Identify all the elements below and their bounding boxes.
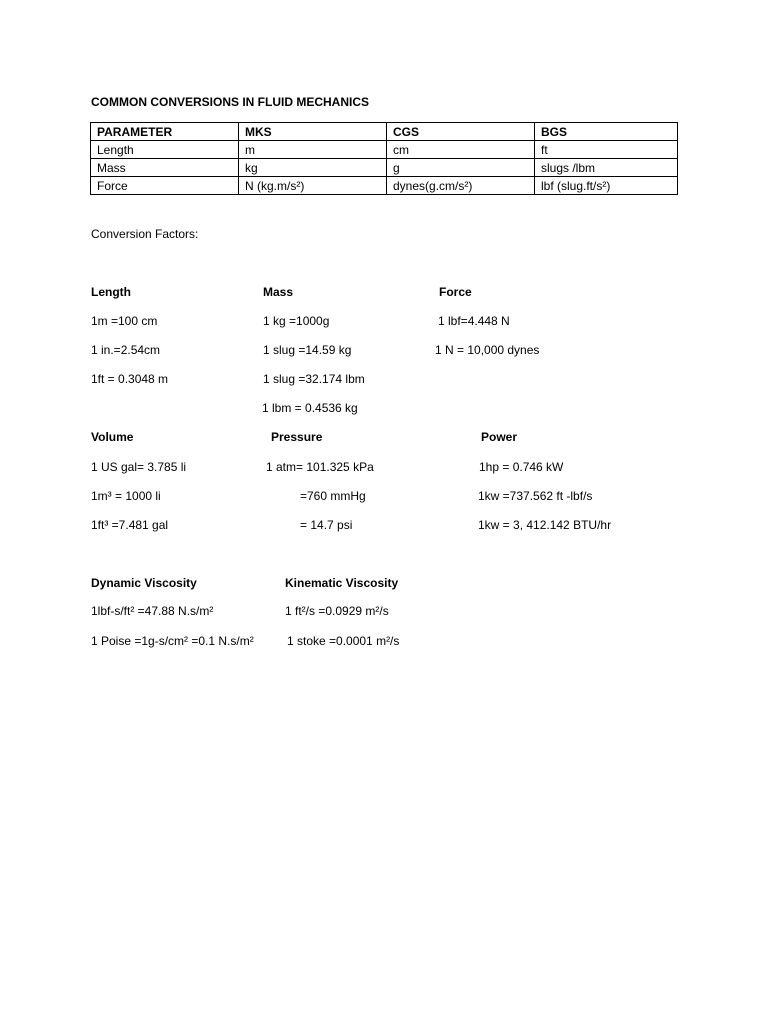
- mass-item: 1 slug =14.59 kg: [263, 343, 352, 357]
- table-cell: dynes(g.cm/s²): [387, 177, 535, 195]
- table-cell: kg: [239, 159, 387, 177]
- table-cell: Force: [91, 177, 239, 195]
- table-cell: m: [239, 141, 387, 159]
- table-header-row: [91, 123, 678, 141]
- dynamic-viscosity-item: 1lbf-s/ft² =47.88 N.s/m²: [91, 604, 214, 618]
- force-item: 1 N = 10,000 dynes: [435, 343, 540, 357]
- table-row: [91, 141, 678, 159]
- table-cell: cm: [387, 141, 535, 159]
- header-cell: BGS: [535, 123, 678, 141]
- mass-item: 1 kg =1000g: [263, 314, 330, 328]
- pressure-item: =760 mmHg: [300, 489, 366, 503]
- kinematic-viscosity-item: 1 ft²/s =0.0929 m²/s: [285, 604, 389, 618]
- header-cell: CGS: [387, 123, 535, 141]
- table-cell: Length: [91, 141, 239, 159]
- conversion-factors-label: Conversion Factors:: [91, 227, 199, 241]
- force-heading: Force: [439, 285, 472, 299]
- power-heading: Power: [481, 430, 518, 444]
- volume-item: 1ft³ =7.481 gal: [91, 518, 169, 532]
- length-item: 1 in.=2.54cm: [91, 343, 161, 357]
- table-cell: N (kg.m/s²): [239, 177, 387, 195]
- kinematic-viscosity-heading: Kinematic Viscosity: [285, 576, 399, 590]
- table-row: [91, 159, 678, 177]
- dynamic-viscosity-heading: Dynamic Viscosity: [91, 576, 197, 590]
- table-cell: lbf (slug.ft/s²): [535, 177, 678, 195]
- table-cell: slugs /lbm: [535, 159, 678, 177]
- table-row: [91, 177, 678, 195]
- mass-item: 1 lbm = 0.4536 kg: [262, 401, 358, 415]
- table-cell: ft: [535, 141, 678, 159]
- length-heading: Length: [91, 285, 131, 299]
- length-item: 1m =100 cm: [91, 314, 158, 328]
- units-table: [90, 122, 678, 195]
- pressure-item: 1 atm= 101.325 kPa: [266, 460, 374, 474]
- length-item: 1ft = 0.3048 m: [91, 372, 169, 386]
- volume-heading: Volume: [91, 430, 134, 444]
- power-item: 1kw = 3, 412.142 BTU/hr: [478, 518, 612, 532]
- mass-heading: Mass: [263, 285, 294, 299]
- table-cell: Mass: [91, 159, 239, 177]
- dynamic-viscosity-item: 1 Poise =1g-s/cm² =0.1 N.s/m²: [91, 634, 254, 648]
- force-item: 1 lbf=4.448 N: [438, 314, 510, 328]
- volume-item: 1 US gal= 3.785 li: [91, 460, 187, 474]
- mass-item: 1 slug =32.174 lbm: [263, 372, 365, 386]
- volume-item: 1m³ = 1000 li: [91, 489, 161, 503]
- power-item: 1hp = 0.746 kW: [479, 460, 564, 474]
- document-title: COMMON CONVERSIONS IN FLUID MECHANICS: [91, 95, 370, 109]
- pressure-item: = 14.7 psi: [300, 518, 353, 532]
- table-cell: g: [387, 159, 535, 177]
- pressure-heading: Pressure: [271, 430, 323, 444]
- kinematic-viscosity-item: 1 stoke =0.0001 m²/s: [287, 634, 400, 648]
- header-cell: MKS: [239, 123, 387, 141]
- power-item: 1kw =737.562 ft -lbf/s: [478, 489, 593, 503]
- header-cell: PARAMETER: [91, 123, 239, 141]
